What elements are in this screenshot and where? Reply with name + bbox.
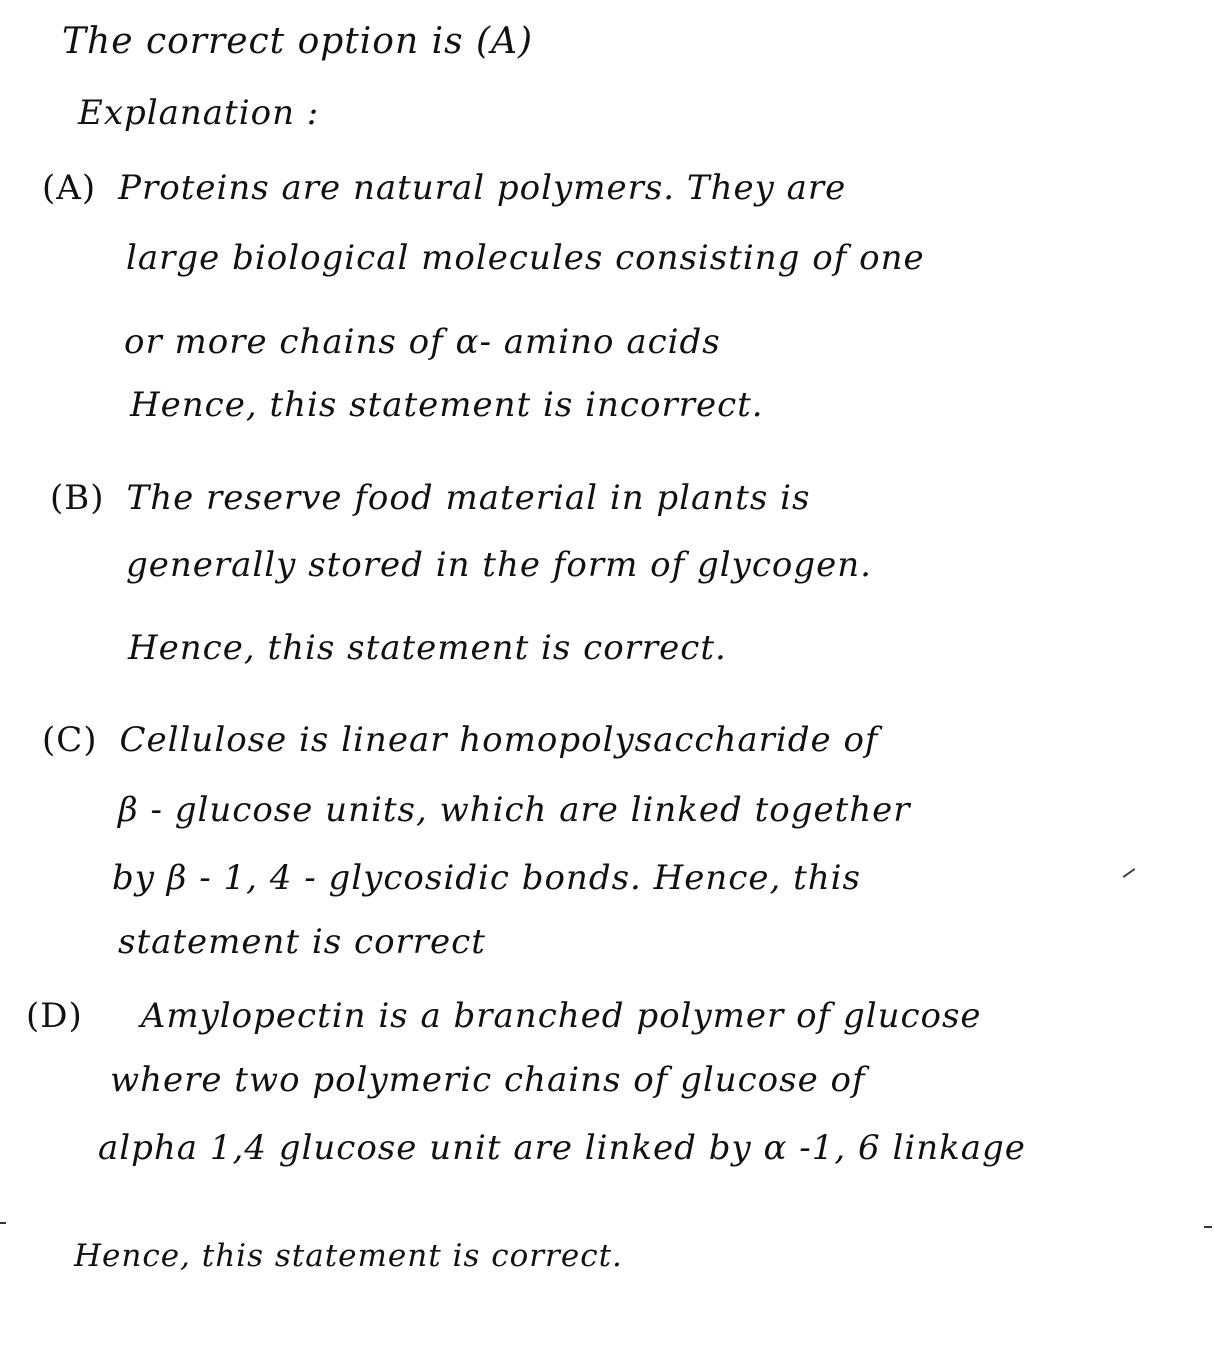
section-d-label: (D) — [26, 996, 83, 1036]
section-b-line-1: (B) The reserve food material in plants is — [50, 478, 811, 518]
section-c-line-4: statement is correct — [118, 922, 486, 962]
section-a-label: (A) — [42, 168, 97, 208]
section-b-line-3: Hence, this statement is correct. — [128, 628, 727, 668]
explanation-label: Explanation : — [78, 93, 320, 133]
scan-edge-mark-right — [1204, 1226, 1212, 1228]
section-b-line-2: generally stored in the form of glycogen. — [126, 545, 872, 585]
section-b-label: (B) — [50, 478, 105, 518]
section-d-line-2: where two polymeric chains of glucose of — [110, 1060, 866, 1100]
section-c-line-2: β - glucose units, which are linked together — [118, 790, 911, 830]
section-c-label: (C) — [42, 720, 98, 760]
section-d-line-4: Hence, this statement is correct. — [74, 1238, 623, 1274]
scan-edge-mark-left — [0, 1222, 6, 1224]
section-a-line-2: large biological molecules consisting of one — [126, 238, 925, 278]
section-a-line-3: or more chains of α- amino acids — [124, 322, 721, 362]
section-a-line-1: (A) Proteins are natural polymers. They are — [42, 168, 847, 208]
section-a-line-4: Hence, this statement is incorrect. — [130, 385, 764, 425]
section-d-line-3: alpha 1,4 glucose unit are linked by α -1, 6 linkage — [98, 1128, 1026, 1168]
section-c-line-1: (C) Cellulose is linear homopolysaccharide of — [42, 720, 879, 760]
stray-pen-mark — [1123, 868, 1136, 878]
answer-line: The correct option is (A) — [62, 21, 534, 62]
section-c-line-3: by β - 1, 4 - glycosidic bonds. Hence, this — [112, 858, 861, 898]
section-d-line-1: (D) Amylopectin is a branched polymer of glucose — [26, 996, 982, 1036]
